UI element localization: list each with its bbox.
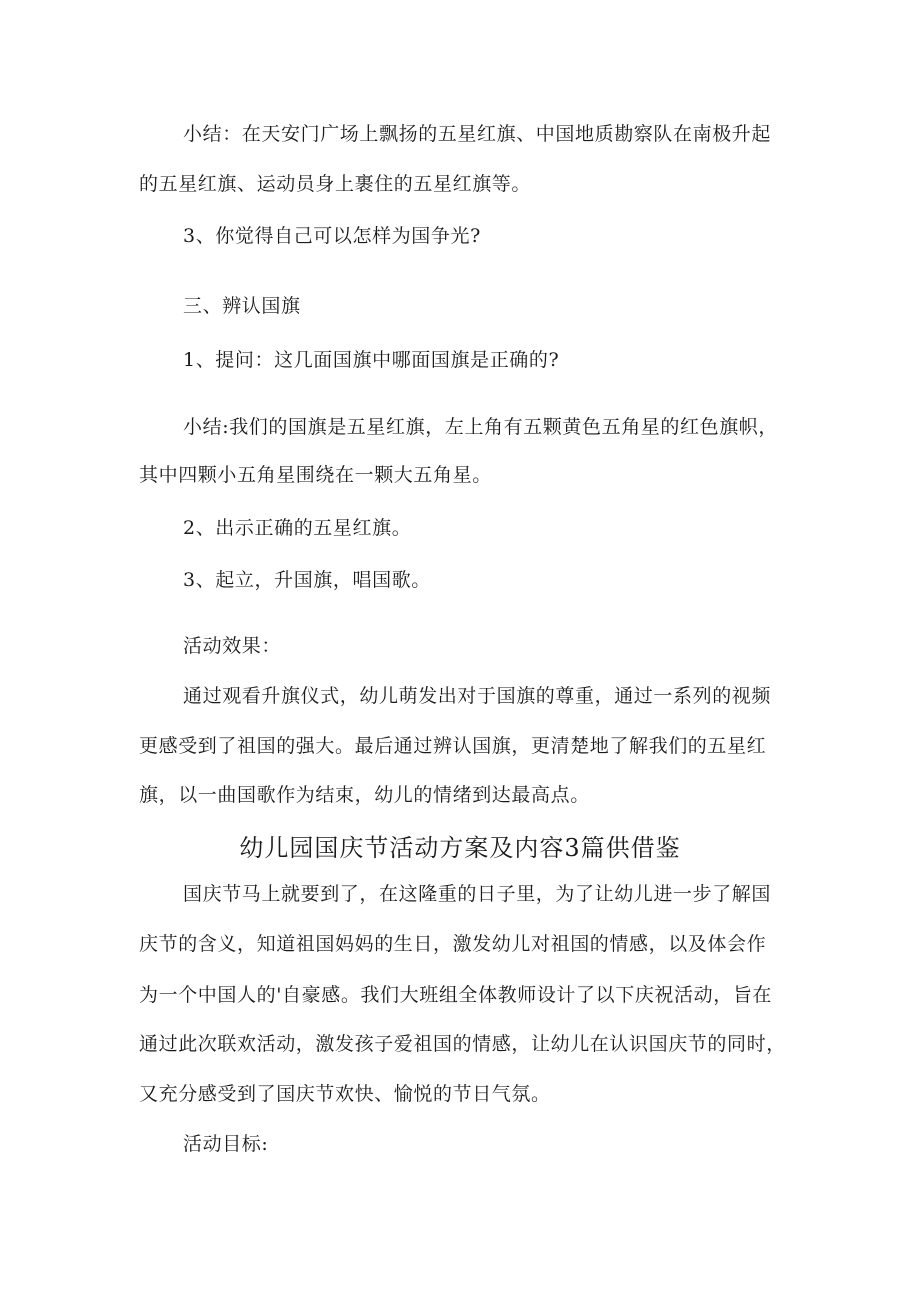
section-heading: 三、辨认国旗 [183, 295, 301, 317]
paragraph-line: 3、起立，升国旗，唱国歌。 [183, 569, 431, 591]
paragraph-line: 又充分感受到了国庆节欢快、愉悦的节日气氛。 [139, 1083, 551, 1105]
paragraph-line: 为一个中国人的'自豪感。我们大班组全体教师设计了以下庆祝活动，旨在 [139, 984, 773, 1006]
section-heading: 活动效果： [183, 635, 282, 657]
document-title: 幼儿园国庆节活动方案及内容3篇供借鉴 [239, 834, 681, 862]
paragraph-line: 小结:我们的国旗是五星红旗，左上角有五颗黄色五角星的红色旗帜， [183, 416, 779, 438]
paragraph-line: 通过此次联欢活动，激发孩子爱祖国的情感，让幼儿在认识国庆节的同时， [139, 1033, 786, 1055]
paragraph-line: 1、提问：这几面国旗中哪面国旗是正确的? [183, 349, 560, 371]
paragraph-line: 旗，以一曲国歌作为结束，幼儿的情绪到达最高点。 [139, 784, 590, 806]
paragraph-line: 其中四颗小五角星围绕在一颗大五角星。 [139, 464, 492, 486]
paragraph-line: 2、出示正确的五星红旗。 [183, 517, 412, 539]
paragraph-line: 3、你觉得自己可以怎样为国争光? [183, 225, 481, 247]
paragraph-line: 的五星红旗、运动员身上裹住的五星红旗等。 [139, 173, 532, 195]
paragraph-line: 更感受到了祖国的强大。最后通过辨认国旗，更清楚地了解我们的五星红 [139, 735, 767, 757]
paragraph-line: 国庆节马上就要到了，在这隆重的日子里，为了让幼儿进一步了解国 [183, 883, 772, 905]
section-heading: 活动目标: [183, 1133, 269, 1155]
paragraph-line: 通过观看升旗仪式，幼儿萌发出对于国旗的尊重，通过一系列的视频 [183, 685, 772, 707]
paragraph-line: 庆节的含义，知道祖国妈妈的生日，激发幼儿对祖国的情感，以及体会作 [139, 933, 767, 955]
paragraph-line: 小结：在天安门广场上飘扬的五星红旗、中国地质勘察队在南极升起 [183, 123, 772, 145]
